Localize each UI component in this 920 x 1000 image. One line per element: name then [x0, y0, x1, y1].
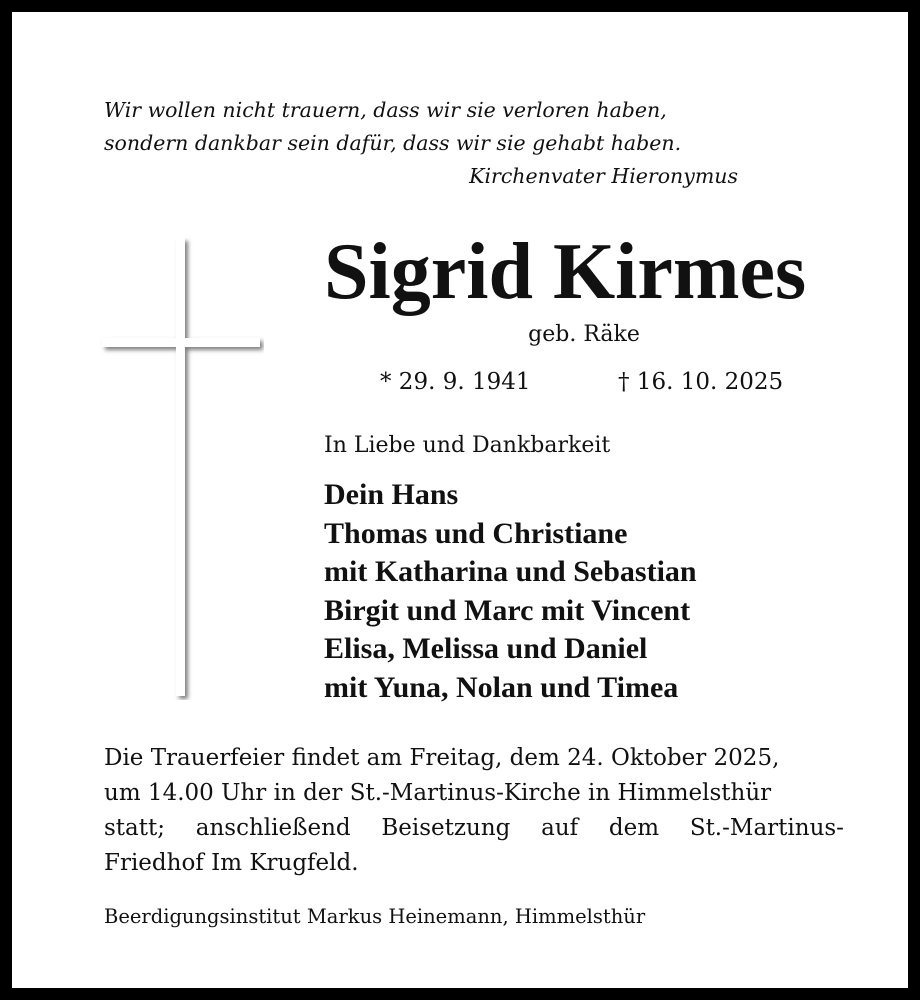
- ceremony-line: Die Trauerfeier findet am Freitag, dem 24. Oktober 2025,: [104, 745, 780, 771]
- ceremony-word: dem: [608, 815, 660, 841]
- quote-author: Kirchenvater Hieronymus: [469, 164, 738, 188]
- life-dates: [380, 366, 800, 398]
- ceremony-text: [104, 741, 844, 881]
- ceremony-word: Beisetzung: [381, 815, 511, 841]
- undertaker-credit: Beerdigungsinstitut Markus Heinemann, Himmelsthür: [104, 905, 646, 928]
- ceremony-word: anschließend: [195, 815, 351, 841]
- ceremony-line: Friedhof Im Krugfeld.: [104, 850, 359, 876]
- mourners-list: [324, 476, 697, 707]
- dedication-line: In Liebe und Dankbarkeit: [324, 433, 611, 458]
- ceremony-word: statt;: [104, 815, 165, 841]
- ceremony-line: [104, 811, 844, 846]
- mourner-line: Elisa, Melissa und Daniel: [324, 632, 648, 665]
- death-date: † 16. 10. 2025: [618, 369, 784, 395]
- ceremony-word: St.-Martinus-: [689, 815, 844, 841]
- deceased-name: Sigrid Kirmes: [324, 228, 807, 316]
- quote-line: Wir wollen nicht trauern, dass wir sie verloren haben,: [104, 98, 667, 122]
- ceremony-line: um 14.00 Uhr in der St.-Martinus-Kirche in Himmelsthür: [104, 780, 772, 806]
- cross-icon: [100, 238, 264, 700]
- mourner-line: Thomas und Christiane: [324, 516, 628, 550]
- quote-block: [104, 94, 744, 193]
- mourner-line: Birgit und Marc mit Vincent: [324, 593, 691, 627]
- mourner-line: mit Katharina und Sebastian: [324, 555, 697, 588]
- mourner-line: Dein Hans: [324, 478, 459, 511]
- birth-date: * 29. 9. 1941: [380, 369, 531, 395]
- mourner-line: mit Yuna, Nolan und Timea: [324, 670, 679, 704]
- ceremony-word: auf: [541, 815, 579, 841]
- birth-name: geb. Räke: [528, 322, 640, 347]
- quote-line: sondern dankbar sein dafür, dass wir sie gehabt haben.: [104, 131, 682, 155]
